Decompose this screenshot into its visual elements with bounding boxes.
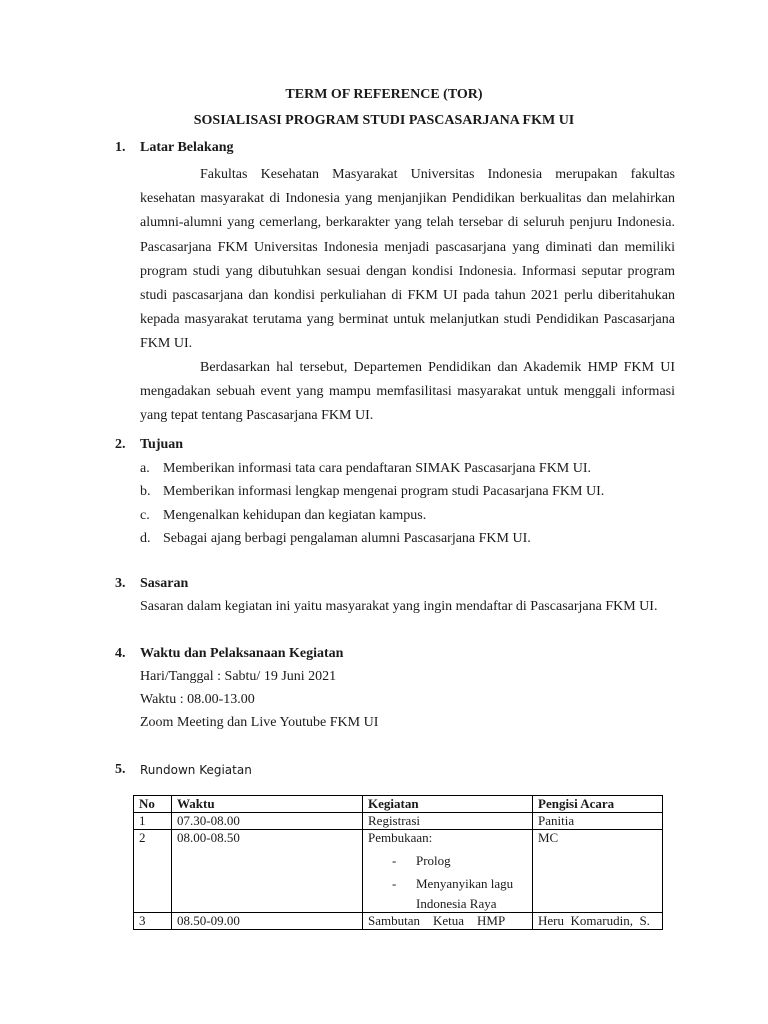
dash-bullet: - — [392, 876, 397, 891]
cell-no: 1 — [134, 813, 172, 830]
table-row — [134, 813, 663, 830]
cell-kegiatan — [363, 830, 533, 913]
section-1-paragraph-2-text: Berdasarkan hal tersebut, Departemen Pendidikan dan Akademik HMP FKM UI mengadakan sebuah event yang mampu memfasilitasi masyarakat untuk menggali informasi yang tepat tentang Pascasarjana FKM UI. — [140, 360, 675, 424]
column-header-pengisi: Pengisi Acara — [533, 796, 663, 813]
event-venue: Zoom Meeting dan Live Youtube FKM UI — [140, 715, 379, 730]
cell-no: 2 — [134, 830, 172, 913]
cell-kegiatan: Registrasi — [363, 813, 533, 830]
sub-item-text: Menyanyikan lagu — [416, 876, 514, 891]
dash-bullet: - — [392, 853, 397, 868]
cell-pengisi: Panitia — [533, 813, 663, 830]
list-item-letter: d. — [140, 531, 151, 546]
document-subtitle: SOSIALISASI PROGRAM STUDI PASCASARJANA FKM UI — [193, 113, 575, 128]
column-header-no: No — [134, 796, 172, 813]
cell-waktu: 08.00-08.50 — [172, 830, 363, 913]
list-item-text: Memberikan informasi tata cara pendaftaran SIMAK Pascasarjana FKM UI. — [163, 461, 592, 476]
list-item-letter: b. — [140, 484, 151, 499]
cell-pengisi: MC — [533, 830, 663, 913]
document-title: TERM OF REFERENCE (TOR) — [285, 87, 483, 102]
event-date: Hari/Tanggal : Sabtu/ 19 Juni 2021 — [140, 669, 337, 684]
sub-item-text: Prolog — [416, 853, 451, 868]
section-3-text: Sasaran dalam kegiatan ini yaitu masyarakat yang ingin mendaftar di Pascasarjana FKM UI. — [140, 599, 658, 614]
section-1-paragraph-1 — [140, 163, 675, 357]
section-4-heading: Waktu dan Pelaksanaan Kegiatan — [140, 646, 344, 661]
cell-kegiatan-label: Pembukaan: — [368, 830, 433, 845]
sub-item — [368, 876, 527, 892]
section-1-paragraph-1-text: Fakultas Kesehatan Masyarakat Universitas Indonesia merupakan fakultas kesehatan masyarakat di Indonesia yang menjanjikan Pendidikan berkualitas dan melahirkan alumni-alumni yang cemerlang, berkarakter yang telah tersebar di seluruh penjuru Indonesia. Pascasarjana FKM Universitas Indonesia menjadi pascasarjana yang diminati dan memiliki program studi yang dibutuhkan sesuai dengan kondisi Indonesia. Informasi seputar program studi pascasarjana dan kondisi perkuliahan di FKM UI pada tahun 2021 perlu diberitahukan kepada masyarakat terutama yang berminat untuk melanjutkan studi Pendidikan Pascasarjana FKM UI. — [140, 167, 675, 352]
rundown-table — [133, 795, 663, 930]
cell-no: 3 — [134, 913, 172, 930]
sub-item-continuation: Indonesia Raya — [416, 896, 497, 911]
section-1-number: 1. — [115, 140, 126, 155]
section-2-heading: Tujuan — [140, 437, 184, 452]
list-item-text: Mengenalkan kehidupan dan kegiatan kampus. — [163, 508, 427, 523]
table-row — [134, 830, 663, 913]
section-4-number: 4. — [115, 646, 126, 661]
cell-kegiatan: Sambutan Ketua HMP — [363, 913, 533, 930]
table-header-row — [134, 796, 663, 813]
column-header-kegiatan: Kegiatan — [363, 796, 533, 813]
section-3-number: 3. — [115, 576, 126, 591]
section-1-heading: Latar Belakang — [140, 140, 234, 155]
table-row — [134, 913, 663, 930]
section-5-heading: Rundown Kegiatan — [140, 763, 252, 777]
event-time: Waktu : 08.00-13.00 — [140, 692, 255, 707]
list-item-text: Memberikan informasi lengkap mengenai program studi Pacasarjana FKM UI. — [163, 484, 605, 499]
section-3-heading: Sasaran — [140, 576, 189, 591]
cell-waktu: 08.50-09.00 — [172, 913, 363, 930]
cell-pengisi: Heru Komarudin, S. — [533, 913, 663, 930]
section-2-number: 2. — [115, 437, 126, 452]
list-item-letter: c. — [140, 508, 150, 523]
list-item-letter: a. — [140, 461, 150, 476]
cell-waktu: 07.30-08.00 — [172, 813, 363, 830]
section-5-number: 5. — [115, 762, 126, 777]
list-item-text: Sebagai ajang berbagi pengalaman alumni Pascasarjana FKM UI. — [163, 531, 531, 546]
section-1-paragraph-2 — [140, 356, 675, 429]
sub-item — [368, 853, 527, 869]
column-header-waktu: Waktu — [172, 796, 363, 813]
